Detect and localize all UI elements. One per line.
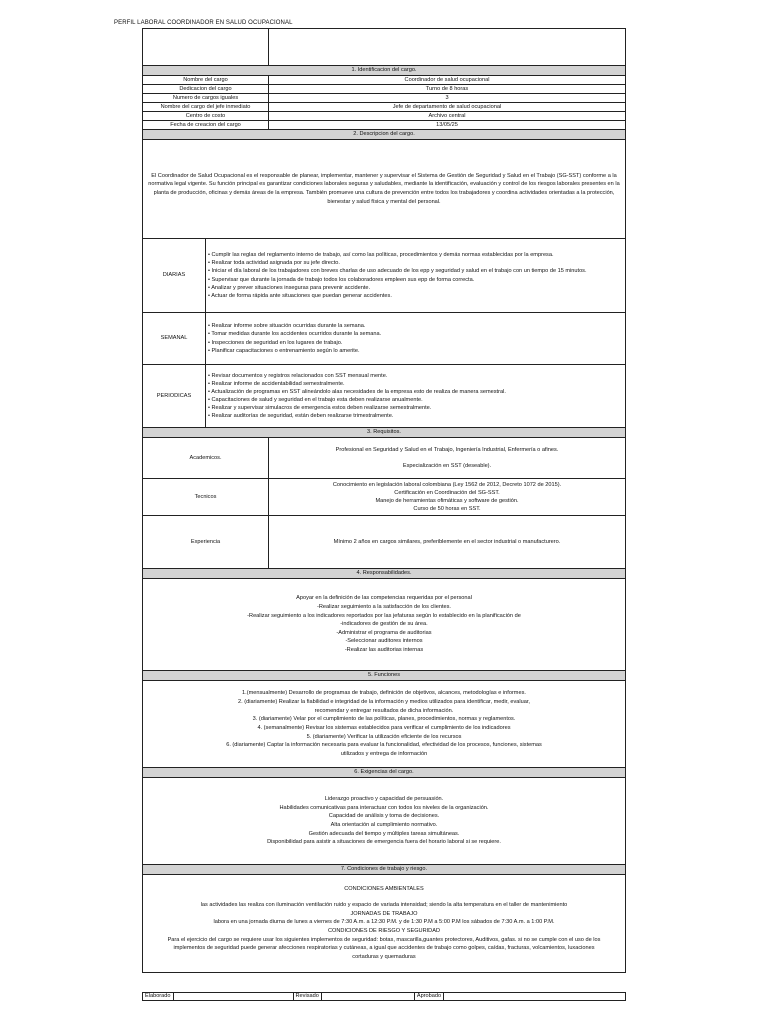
identification-table xyxy=(143,76,625,130)
activity-item: • Capacitaciones de salud y seguridad en el trabajo esta deben realizarse anualmente. xyxy=(208,397,423,403)
identification-row xyxy=(143,103,625,112)
requirement-line: Curso de 50 horas en SST. xyxy=(413,506,481,513)
activities-daily-row xyxy=(143,239,625,313)
identification-label: Centro de costo xyxy=(143,112,269,120)
activity-item: • Inspecciones de seguridad en los lugares de trabajo. xyxy=(208,339,343,346)
identification-label: Numero de cargos iguales xyxy=(143,94,269,102)
signature-row xyxy=(142,992,626,1001)
section-requirements-header: 3. Requisitos. xyxy=(143,428,625,438)
condition-line: JORNADAS DE TRABAJO xyxy=(350,910,418,917)
function-line: utilizados y entrega de información xyxy=(340,750,428,757)
logo-header-row xyxy=(143,29,625,66)
reviewed-by-field[interactable] xyxy=(322,993,415,1000)
requirement-line: Profesional en Seguridad y Salud en el Trabajo, Ingeniería Industrial, Enfermería o afines. xyxy=(335,447,559,454)
responsibility-line: -Realizar seguimiento a los indicadores reportados por las jefaturas según lo establecido en la planificación de xyxy=(247,612,521,619)
activity-item: • Cumplir las reglas del reglamento interno de trabajo, así como las políticas, procedimientos y demás normas establecidas por la empresa. xyxy=(208,252,554,259)
document-title: PERFIL LABORAL COORDINADOR EN SALUD OCUPACIONAL xyxy=(114,20,293,26)
condition-line: cortaduras y quemaduras xyxy=(352,953,416,960)
requirements-experience-label: Experiencia xyxy=(143,516,269,568)
function-line: 2. (diariamente) Realizar la fiabilidad e integridad de la información y medios utilizados para identificar, medir, evaluar, xyxy=(238,699,530,706)
activity-item: • Actuar de forma rápida ante situaciones que puedan generar accidentes. xyxy=(208,292,392,299)
requirement-line: Manejo de herramientas ofimáticas y software de gestión. xyxy=(375,498,519,504)
identification-row xyxy=(143,76,625,85)
requirements-technical-text xyxy=(269,479,625,515)
activities-weekly-list xyxy=(206,313,625,364)
description-box xyxy=(143,140,625,239)
section-description-header: 2. Descripcion del cargo. xyxy=(143,130,625,140)
function-line: 3. (diariamente) Velar por el cumplimiento de las políticas, planes, procedimientos, normas y reglamentos. xyxy=(252,716,516,723)
activity-item: • Realizar informe sobre situación ocurridas durante la semana. xyxy=(208,323,366,330)
demand-line: Alta orientación al cumplimiento normativo. xyxy=(330,822,438,828)
identification-value: Jefe de departamento de salud ocupacional xyxy=(392,104,502,110)
activity-item: • Revisar documentos y registros relacionados con SST mensual mente. xyxy=(208,372,388,379)
responsibility-line: -Realizar seguimiento a la satisfacción de los clientes. xyxy=(316,603,451,610)
responsibilities-list xyxy=(143,579,625,671)
condition-line: las actividades las realiza con iluminación ventilación ruido y espacio de variada intensidad; siendo la alta temperatura en el taller de mantenimiento xyxy=(200,902,568,909)
requirements-experience-text xyxy=(269,516,625,568)
demand-line: Habilidades comunicativas para interactuar con todos los niveles de la organización. xyxy=(279,804,489,811)
activities-periodic-row xyxy=(143,365,625,428)
requirements-academic-text xyxy=(269,438,625,478)
activities-weekly-label: SEMANAL xyxy=(143,313,206,364)
activity-item: • Analizar y prever situaciones inseguras para prevenir accidente. xyxy=(208,284,371,291)
identification-row xyxy=(143,85,625,94)
activities-daily-list xyxy=(206,239,625,312)
requirement-line: Certificación en Coordinación del SG-SST. xyxy=(394,489,500,496)
identification-value: 13/05/25 xyxy=(436,122,458,128)
activities-periodic-label: PERIODICAS xyxy=(143,365,206,427)
responsibility-line: -Seleccionar auditores internos xyxy=(345,638,423,645)
requirement-line: Especialización en SST (deseable). xyxy=(402,462,492,469)
requirements-technical-row xyxy=(143,479,625,516)
functions-list xyxy=(143,681,625,768)
reviewed-by-label: Revisado xyxy=(294,993,322,1000)
condition-line: labora en una jornada diurna de lunes a viernes de 7:30 A.m. a 12:30 P.M. y de 1:30 P.M a 5:00 P.M los sábados de 7:30 A.m. a 1:00 P.M. xyxy=(213,919,555,926)
identification-value: Archivo central xyxy=(428,113,466,119)
activity-item: • Realizar y supervisar simulacros de emergencia estos deben realizarse semestralmente. xyxy=(208,405,432,412)
activities-periodic-list xyxy=(206,365,625,427)
section-identification-header: 1. Identificacion del cargo. xyxy=(143,66,625,76)
responsibility-line: -Realizar las auditorias internas xyxy=(344,647,424,654)
section-conditions-header: 7. Condiciones de trabajo y riesgo. xyxy=(143,865,625,875)
condition-line: implementos de seguridad puede generar afecciones respiratorias y cutáneas, a igual que accidentes de trabajo como golpes, caídas, fracturas, volcamientos, luxaciones xyxy=(173,945,595,952)
identification-label: Nombre del cargo xyxy=(143,76,269,84)
demand-line: Liderazgo proactivo y capacidad de persuasión. xyxy=(324,796,444,803)
activity-item: • Realizar auditorías de seguridad, están deben realizarse trimestralmente. xyxy=(208,413,394,420)
description-text: El Coordinador de Salud Ocupacional es el responsable de planear, implementar, mantener y supervisar el Sistema de Gestión de Seguridad y Salud en el Trabajo (SG-SST) conforme a la normativa legal vigente. Su función principal es garantizar condiciones laborales seguras y saludables, mediante la identificación, evaluación y control de los riesgos laborales presentes en la planta de producción, oficinas y demás áreas de la empresa. También promueve una cultura de prevención entre todos los trabajadores y coordina actividades orientadas a la protección, bienestar y salud física y mental del personal. xyxy=(148,172,620,205)
identification-row xyxy=(143,121,625,130)
responsibility-line: -Administrar el programa de auditorias xyxy=(336,629,432,636)
responsibility-line: Apoyar en la definición de las competencias requeridas por el personal xyxy=(296,595,472,602)
section-functions-header: 5. Funciones xyxy=(143,671,625,681)
responsibility-line: -indicadores de gestión de su área. xyxy=(340,621,428,628)
activities-weekly-row xyxy=(143,313,625,365)
activity-item: • Realizar toda actividad asignada por su jefe directo. xyxy=(208,260,340,267)
approved-by-field[interactable] xyxy=(444,993,625,1000)
requirements-academic-row xyxy=(143,438,625,479)
requirement-line: Mínimo 2 años en cargos similares, preferiblemente en el sector industrial o manufacturero. xyxy=(333,538,561,545)
requirements-technical-label: Tecnicos xyxy=(143,479,269,515)
condition-line: CONDICIONES DE RIESGO Y SEGURIDAD xyxy=(327,928,440,934)
activity-item: • Actualización de programas en SST alineándolo alas necesidades de la empresa esto de realiza de manera semestral. xyxy=(208,388,506,395)
identification-row xyxy=(143,94,625,103)
requirements-academic-label: Academicos. xyxy=(143,438,269,478)
activities-daily-label: DIARIAS xyxy=(143,239,206,312)
function-line: 4. (semanalmente) Revisar los sistemas establecidos para verificar el cumplimiento de los indicadores xyxy=(257,725,511,731)
prepared-by-field[interactable] xyxy=(174,993,294,1000)
activity-item: • Iniciar el día laboral de los trabajadores con breves charlas de uso adecuado de los epp y seguridad y salud en el trabajo con un tiempo de 15 minutos. xyxy=(208,268,587,275)
identification-row xyxy=(143,112,625,121)
requirements-experience-row xyxy=(143,516,625,569)
identification-value: Turno de 8 horas xyxy=(425,86,469,92)
section-demands-header: 6. Exigencias del cargo. xyxy=(143,768,625,778)
activity-item: • Supervisar que durante la jornada de trabajo todos los colaboradores empleen sus epp de forma correcta. xyxy=(208,276,475,283)
function-line: 1.(mensualmente) Desarrollo de programas de trabajo, definición de objetivos, alcances, metodologías e informes. xyxy=(242,690,526,697)
identification-label: Nombre del cargo del jefe inmediato xyxy=(143,103,269,111)
identification-value: 3 xyxy=(445,95,449,101)
section-responsibilities-header: 4. Responsabilidades. xyxy=(143,569,625,579)
activity-item: • Planificar capacitaciones o entrenamiento según lo amerite. xyxy=(208,347,360,354)
logo-divider xyxy=(268,29,269,65)
function-line: 5. (diariamente) Verificar la utilización eficiente de los recursos xyxy=(306,733,462,740)
function-line: recomendar y entregar resultados de dicha información. xyxy=(314,707,454,714)
identification-label: Dedicacion del cargo xyxy=(143,85,269,93)
activity-item: • Tomar medidas durante los accidentes ocurridos durante la semana. xyxy=(208,331,382,338)
approved-by-label: Aprobado xyxy=(415,993,444,1000)
demand-line: Gestión adecuada del tiempo y múltiples tareas simultáneas. xyxy=(308,830,460,837)
demand-line: Disponibilidad para asistir a situaciones de emergencia fuera del horario laboral si se requiere. xyxy=(267,839,501,846)
prepared-by-label: Elaborado xyxy=(143,993,174,1000)
conditions-list xyxy=(143,875,625,972)
identification-label: Fecha de creacion del cargo xyxy=(143,121,269,129)
demand-line: Capacidad de análisis y toma de decisiones. xyxy=(328,813,440,820)
condition-line: Para el ejercicio del cargo se requiere usar los siguientes implementos de seguridad: botas, mascarilla,guantes protectores, Auditivos, gafas. si no se cumple con el uso de los xyxy=(167,936,601,943)
activity-item: • Realizar informe de accidentabilidad semestralmente. xyxy=(208,380,345,387)
profile-form xyxy=(142,28,626,973)
demands-list xyxy=(143,778,625,865)
function-line: 6. (diariamente) Captar la información necesaria para evaluar la funcionalidad, efectividad de los procesos, funciones, sistemas xyxy=(226,742,542,749)
condition-line: CONDICIONES AMBIENTALES xyxy=(344,886,424,893)
identification-value: Coordinador de salud ocupacional xyxy=(404,77,490,83)
requirement-line: Conocimiento en legislación laboral colombiana (Ley 1562 de 2012, Decreto 1072 de 2015). xyxy=(332,481,562,488)
